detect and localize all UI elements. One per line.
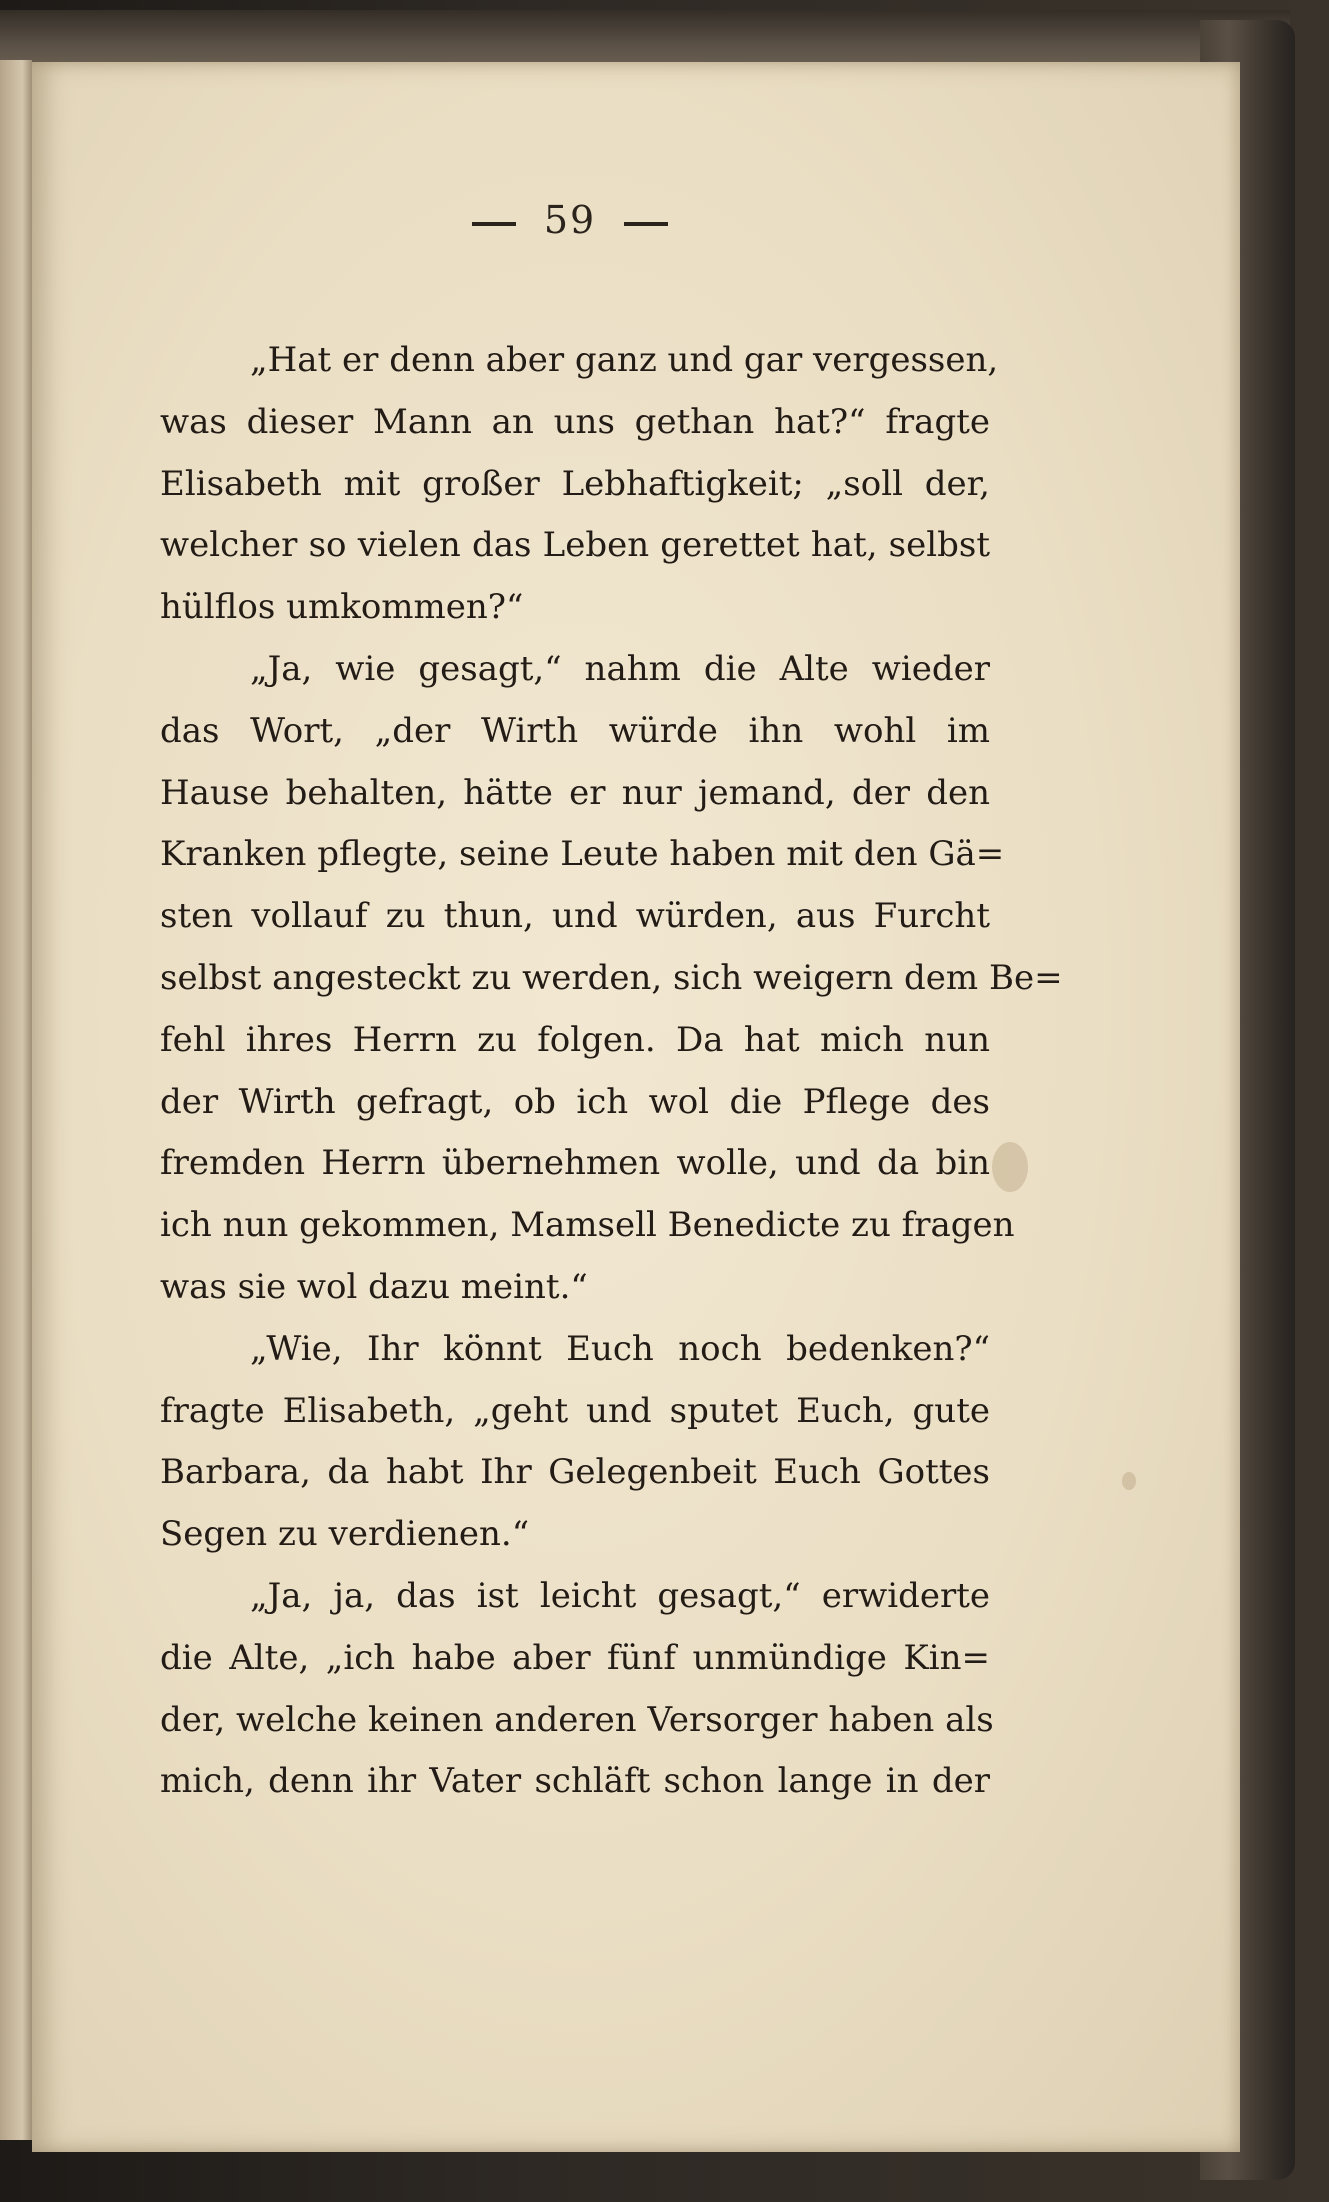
page-number-dash-right — [624, 222, 668, 226]
text-line: ich nun gekommen, Mamsell Benedicte zu fragen — [160, 1205, 1015, 1246]
text-line: selbst angesteckt zu werden, sich weigern dem Be= — [160, 957, 1063, 998]
text-line: fremden Herrn übernehmen wolle, und da bin — [160, 1143, 990, 1184]
text-line: Hause behalten, hätte er nur jemand, der den — [160, 772, 990, 813]
text-line: „Ja, wie gesagt,“ nahm die Alte wieder — [250, 648, 990, 689]
paper-stain — [1122, 1472, 1136, 1490]
paper-stain — [992, 1142, 1028, 1192]
text-line: der, welche keinen anderen Versorger haben als — [160, 1699, 994, 1740]
text-line: sten vollauf zu thun, und würden, aus Furcht — [160, 896, 990, 937]
facing-page-edge — [0, 60, 32, 2140]
text-line: Elisabeth mit großer Lebhaftigkeit; „soll der, — [160, 463, 990, 504]
text-line: „Wie, Ihr könnt Euch noch bedenken?“ — [250, 1328, 990, 1369]
body-text — [160, 330, 1063, 1813]
text-line: die Alte, „ich habe aber fünf unmündige Kin= — [160, 1637, 990, 1678]
book-top-edge — [0, 10, 1290, 70]
text-line: fragte Elisabeth, „geht und sputet Euch, gute — [160, 1390, 990, 1431]
text-line: was dieser Mann an uns gethan hat?“ fragte — [160, 401, 990, 442]
text-line: der Wirth gefragt, ob ich wol die Pflege des — [160, 1081, 990, 1122]
page-number-value: 59 — [543, 198, 597, 242]
page-number-dash-left — [472, 222, 516, 226]
text-line: welcher so vielen das Leben gerettet hat, selbst — [160, 525, 990, 566]
text-line: hülflos umkommen?“ — [160, 587, 524, 628]
text-line: Segen zu verdienen.“ — [160, 1514, 530, 1555]
text-line: Kranken pflegte, seine Leute haben mit den Gä= — [160, 834, 1005, 875]
text-line: „Ja, ja, das ist leicht gesagt,“ erwiderte — [250, 1575, 990, 1616]
text-line: mich, denn ihr Vater schläft schon lange in der — [160, 1761, 990, 1802]
text-line: was sie wol dazu meint.“ — [160, 1266, 588, 1307]
text-line: Barbara, da habt Ihr Gelegenbeit Euch Gottes — [160, 1452, 990, 1493]
text-line: fehl ihres Herrn zu folgen. Da hat mich nun — [160, 1019, 990, 1060]
text-line: „Hat er denn aber ganz und gar vergessen, — [250, 340, 999, 380]
page-number — [400, 198, 740, 242]
text-line: das Wort, „der Wirth würde ihn wohl im — [160, 710, 990, 751]
